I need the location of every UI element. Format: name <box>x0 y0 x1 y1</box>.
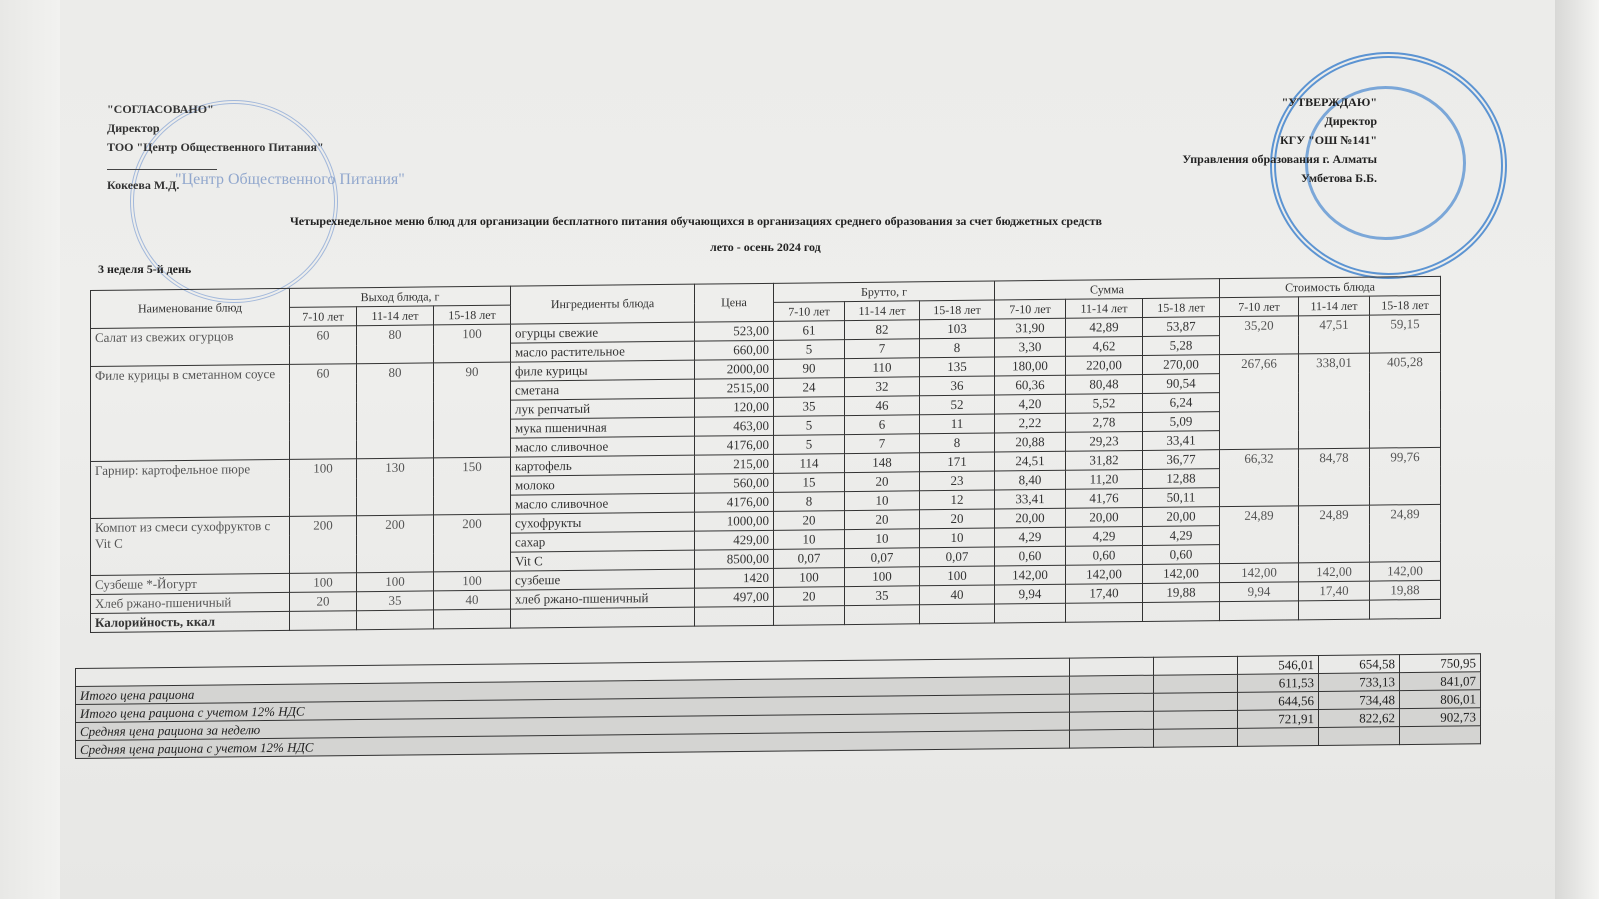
brutto-cell: 5 <box>774 435 845 455</box>
sum-cell: 31,82 <box>1066 450 1143 470</box>
brutto-cell: 20 <box>774 587 845 607</box>
sum-cell: 53,87 <box>1143 317 1220 337</box>
totals-value: 644,56 <box>1238 691 1319 710</box>
header-age: 7-10 лет <box>995 299 1066 319</box>
sum-cell: 24,51 <box>995 451 1066 471</box>
yield-cell: 20 <box>290 592 357 612</box>
yield-cell: 200 <box>290 516 357 574</box>
brutto-cell: 5 <box>774 340 845 360</box>
brutto-cell: 8 <box>920 338 995 358</box>
price-cell: 660,00 <box>695 340 774 360</box>
ingredient-name: филе курицы <box>511 360 695 381</box>
sum-cell: 270,00 <box>1143 355 1220 375</box>
page-edge <box>1555 0 1599 899</box>
dish-name: Хлеб ржано-пшеничный <box>91 592 290 613</box>
empty-cell <box>1154 656 1238 675</box>
dish-name: Компот из смеси сухофруктов с Vit C <box>91 516 290 575</box>
ingredient-name: масло сливочное <box>511 493 695 514</box>
cost-cell: 9,94 <box>1220 582 1299 602</box>
ingredient-name: сузбеше <box>511 569 695 590</box>
header-age: 11-14 лет <box>1299 296 1370 316</box>
ingredient-name: лук репчатый <box>511 398 695 419</box>
empty-cell <box>1143 602 1220 622</box>
header-age: 7-10 лет <box>290 307 357 327</box>
brutto-cell: 0,07 <box>774 549 845 569</box>
cost-cell: 17,40 <box>1299 581 1370 601</box>
totals-value: 806,01 <box>1400 690 1481 709</box>
sum-cell: 33,41 <box>1143 431 1220 451</box>
sum-cell: 220,00 <box>1066 355 1143 375</box>
brutto-cell: 0,07 <box>845 548 920 568</box>
brutto-cell: 23 <box>920 471 995 491</box>
yield-cell: 80 <box>357 325 434 364</box>
sum-cell: 41,76 <box>1066 488 1143 508</box>
totals-label: Итого цена рациона с учетом 12% НДС <box>76 694 1070 722</box>
header-age: 15-18 лет <box>1370 295 1441 315</box>
price-cell: 497,00 <box>695 587 774 607</box>
sum-cell: 180,00 <box>995 356 1066 376</box>
menu-table <box>90 276 1441 633</box>
sum-cell: 20,00 <box>1143 507 1220 527</box>
yield-cell: 60 <box>290 326 357 365</box>
header-age: 7-10 лет <box>774 302 845 322</box>
sum-cell: 0,60 <box>1143 545 1220 565</box>
sum-cell: 4,29 <box>995 527 1066 547</box>
cost-cell: 35,20 <box>1220 316 1299 355</box>
brutto-cell: 12 <box>920 490 995 510</box>
approve-org: КГУ "ОШ №141" <box>1279 133 1377 147</box>
header-ingredients: Ингредиенты блюда <box>511 284 695 324</box>
empty-cell <box>1370 599 1441 619</box>
brutto-cell: 103 <box>920 319 995 339</box>
cost-cell: 142,00 <box>1370 561 1441 581</box>
totals-value <box>1238 727 1319 746</box>
dish-name: Салат из свежих огурцов <box>91 326 290 366</box>
empty-cell <box>1070 693 1154 712</box>
approve-position: Директор <box>1324 114 1377 128</box>
brutto-cell: 82 <box>845 320 920 340</box>
totals-body <box>76 654 1481 759</box>
totals-value: 841,07 <box>1400 672 1481 691</box>
empty-cell <box>1154 710 1238 729</box>
approved-name: Кокеева М.Д. <box>107 178 180 192</box>
empty-cell <box>1070 729 1154 748</box>
brutto-cell: 148 <box>845 453 920 473</box>
header-age: 15-18 лет <box>1143 298 1220 318</box>
sum-cell: 42,89 <box>1066 317 1143 337</box>
brutto-cell: 100 <box>920 566 995 586</box>
ingredient-name: сметана <box>511 379 695 400</box>
totals-value: 734,48 <box>1319 691 1400 710</box>
totals-value: 721,91 <box>1238 709 1319 728</box>
header-price: Цена <box>695 283 774 322</box>
brutto-cell: 20 <box>845 510 920 530</box>
ingredient-name: масло сливочное <box>511 436 695 457</box>
cost-cell: 84,78 <box>1299 448 1370 506</box>
brutto-cell: 7 <box>845 339 920 359</box>
brutto-cell: 20 <box>845 472 920 492</box>
sum-cell: 17,40 <box>1066 583 1143 603</box>
brutto-cell: 8 <box>920 433 995 453</box>
yield-cell: 150 <box>434 457 511 515</box>
yield-cell: 100 <box>434 324 511 363</box>
cost-cell: 24,89 <box>1370 504 1441 562</box>
sum-cell: 9,94 <box>995 584 1066 604</box>
header-age: 11-14 лет <box>845 301 920 321</box>
sum-cell: 6,24 <box>1143 393 1220 413</box>
yield-cell: 130 <box>357 458 434 516</box>
brutto-cell: 15 <box>774 473 845 493</box>
ingredient-name: картофель <box>511 455 695 476</box>
cost-cell: 405,28 <box>1370 352 1441 448</box>
sum-cell: 33,41 <box>995 489 1066 509</box>
header-age: 11-14 лет <box>357 306 434 326</box>
brutto-cell: 171 <box>920 452 995 472</box>
brutto-cell: 61 <box>774 321 845 341</box>
brutto-cell: 36 <box>920 376 995 396</box>
empty-cell <box>511 607 695 628</box>
sum-cell: 19,88 <box>1143 583 1220 603</box>
empty-cell <box>357 610 434 630</box>
ingredient-name: хлеб ржано-пшеничный <box>511 588 695 609</box>
ingredient-name: масло растительное <box>511 341 695 362</box>
dish-name: Сузбеше *-Йогурт <box>91 573 290 594</box>
sum-cell: 142,00 <box>1066 564 1143 584</box>
week-day-label: 3 неделя 5-й день <box>98 262 192 276</box>
sum-cell: 2,78 <box>1066 412 1143 432</box>
header-dish: Наименование блюд <box>91 288 290 328</box>
header-brutto: Брутто, г <box>774 281 995 302</box>
sum-cell: 60,36 <box>995 375 1066 395</box>
price-cell: 560,00 <box>695 473 774 493</box>
sum-cell: 3,30 <box>995 337 1066 357</box>
empty-cell <box>774 606 845 626</box>
cost-cell: 24,89 <box>1299 505 1370 563</box>
ingredient-name: сахар <box>511 531 695 552</box>
header-age: 11-14 лет <box>1066 298 1143 318</box>
cost-cell: 66,32 <box>1220 449 1299 507</box>
cost-cell: 267,66 <box>1220 354 1299 450</box>
totals-value <box>1400 726 1481 745</box>
sum-cell: 5,09 <box>1143 412 1220 432</box>
brutto-cell: 6 <box>845 415 920 435</box>
approve-name: Умбетова Б.Б. <box>1301 171 1377 185</box>
sum-cell: 50,11 <box>1143 488 1220 508</box>
brutto-cell: 11 <box>920 414 995 434</box>
dish-name: Филе курицы в сметанном соусе <box>91 364 290 461</box>
totals-label: Средняя цена рациона за неделю <box>76 712 1070 740</box>
price-cell: 120,00 <box>695 397 774 417</box>
price-cell: 2000,00 <box>695 359 774 379</box>
price-cell: 523,00 <box>695 321 774 341</box>
sum-cell: 90,54 <box>1143 374 1220 394</box>
totals-table <box>75 653 1481 759</box>
empty-cell <box>1070 657 1154 676</box>
yield-cell: 90 <box>434 362 511 458</box>
header-yield: Выход блюда, г <box>290 286 511 307</box>
empty-cell <box>1220 601 1299 621</box>
sum-cell: 20,00 <box>995 508 1066 528</box>
totals-value: 733,13 <box>1319 673 1400 692</box>
empty-cell <box>845 605 920 625</box>
sum-cell: 12,88 <box>1143 469 1220 489</box>
brutto-cell: 114 <box>774 454 845 474</box>
brutto-cell: 20 <box>920 509 995 529</box>
empty-cell <box>1154 728 1238 747</box>
price-cell: 4176,00 <box>695 492 774 512</box>
sum-cell: 20,00 <box>1066 507 1143 527</box>
sum-cell: 80,48 <box>1066 374 1143 394</box>
price-cell: 1000,00 <box>695 511 774 531</box>
empty-cell <box>920 604 995 624</box>
ingredient-name: сухофрукты <box>511 512 695 533</box>
approve-heading: "УТВЕРЖДАЮ" <box>1281 95 1377 109</box>
sum-cell: 11,20 <box>1066 469 1143 489</box>
brutto-cell: 5 <box>774 416 845 436</box>
background-left <box>0 0 60 899</box>
yield-cell: 40 <box>434 590 511 610</box>
sum-cell: 4,20 <box>995 394 1066 414</box>
brutto-cell: 40 <box>920 585 995 605</box>
totals-value: 902,73 <box>1400 708 1481 727</box>
approve-dept: Управления образования г. Алматы <box>1182 152 1377 166</box>
empty-cell <box>995 603 1066 623</box>
yield-cell: 200 <box>357 515 434 573</box>
approved-position: Директор <box>107 121 160 135</box>
cost-cell: 338,01 <box>1299 353 1370 449</box>
totals-value <box>1319 727 1400 746</box>
cost-cell: 19,88 <box>1370 580 1441 600</box>
brutto-cell: 10 <box>774 530 845 550</box>
document-title: Четырехнедельное меню блюд для организации бесплатного питания обучающихся в организациях среднего образования за счет бюджетных средств <box>290 214 1103 228</box>
brutto-cell: 100 <box>774 568 845 588</box>
brutto-cell: 35 <box>774 397 845 417</box>
sum-cell: 4,29 <box>1066 526 1143 546</box>
yield-cell: 100 <box>290 573 357 593</box>
sum-cell: 142,00 <box>995 565 1066 585</box>
empty-cell <box>290 611 357 631</box>
brutto-cell: 100 <box>845 567 920 587</box>
approved-heading: "СОГЛАСОВАНО" <box>107 102 214 116</box>
totals-value: 611,53 <box>1238 673 1319 692</box>
brutto-cell: 10 <box>845 491 920 511</box>
yield-cell: 80 <box>357 363 434 459</box>
sum-cell: 29,23 <box>1066 431 1143 451</box>
totals-value: 750,95 <box>1400 654 1481 673</box>
empty-cell <box>1070 711 1154 730</box>
brutto-cell: 110 <box>845 358 920 378</box>
header-age: 7-10 лет <box>1220 297 1299 317</box>
totals-label: Средняя цена рациона с учетом 12% НДС <box>76 730 1070 758</box>
price-cell: 463,00 <box>695 416 774 436</box>
brutto-cell: 20 <box>774 511 845 531</box>
empty-cell <box>1299 600 1370 620</box>
yield-cell: 200 <box>434 514 511 572</box>
price-cell: 4176,00 <box>695 435 774 455</box>
brutto-cell: 135 <box>920 357 995 377</box>
totals-value: 822,62 <box>1319 709 1400 728</box>
price-cell: 8500,00 <box>695 549 774 569</box>
ingredient-name: огурцы свежие <box>511 322 695 343</box>
brutto-cell: 35 <box>845 586 920 606</box>
ingredient-name: Vit C <box>511 550 695 571</box>
dish-name: Гарнир: картофельное пюре <box>91 459 290 518</box>
brutto-cell: 8 <box>774 492 845 512</box>
brutto-cell: 24 <box>774 378 845 398</box>
brutto-cell: 0,07 <box>920 547 995 567</box>
sum-cell: 5,52 <box>1066 393 1143 413</box>
sum-cell: 4,29 <box>1143 526 1220 546</box>
yield-cell: 35 <box>357 591 434 611</box>
document-subtitle: лето - осень 2024 год <box>710 240 821 254</box>
cost-cell: 24,89 <box>1220 506 1299 564</box>
approve-block <box>1182 93 1377 188</box>
sum-cell: 36,77 <box>1143 450 1220 470</box>
totals-value: 546,01 <box>1238 655 1319 674</box>
header-sum: Сумма <box>995 279 1220 300</box>
empty-cell <box>695 606 774 626</box>
brutto-cell: 52 <box>920 395 995 415</box>
header-age: 15-18 лет <box>434 305 511 325</box>
empty-cell <box>1066 602 1143 622</box>
brutto-cell: 10 <box>920 528 995 548</box>
sum-cell: 4,62 <box>1066 336 1143 356</box>
sum-cell: 20,88 <box>995 432 1066 452</box>
menu-body <box>91 314 1441 632</box>
empty-cell <box>1154 674 1238 693</box>
brutto-cell: 7 <box>845 434 920 454</box>
price-cell: 429,00 <box>695 530 774 550</box>
yield-cell: 60 <box>290 364 357 460</box>
sum-cell: 8,40 <box>995 470 1066 490</box>
cost-cell: 99,76 <box>1370 447 1441 505</box>
sum-cell: 0,60 <box>995 546 1066 566</box>
cost-cell: 47,51 <box>1299 315 1370 354</box>
sum-cell: 5,28 <box>1143 336 1220 356</box>
approved-block <box>107 100 324 195</box>
sum-cell: 142,00 <box>1143 564 1220 584</box>
brutto-cell: 90 <box>774 359 845 379</box>
empty-cell <box>434 609 511 629</box>
empty-cell <box>1154 692 1238 711</box>
totals-label: Итого цена рациона <box>76 676 1070 704</box>
sum-cell: 0,60 <box>1066 545 1143 565</box>
calories-label: Калорийность, ккал <box>91 611 290 632</box>
header-cost: Стоимость блюда <box>1220 276 1441 297</box>
brutto-cell: 46 <box>845 396 920 416</box>
approved-org: ТОО "Центр Общественного Питания" <box>107 140 324 154</box>
price-cell: 215,00 <box>695 454 774 474</box>
sum-cell: 2,22 <box>995 413 1066 433</box>
yield-cell: 100 <box>290 459 357 517</box>
totals-value: 654,58 <box>1319 655 1400 674</box>
cost-cell: 59,15 <box>1370 314 1441 353</box>
cost-cell: 142,00 <box>1299 562 1370 582</box>
cost-cell: 142,00 <box>1220 563 1299 583</box>
yield-cell: 100 <box>434 571 511 591</box>
ingredient-name: молоко <box>511 474 695 495</box>
stamp-left-text: "Центр Общественного Питания" <box>175 171 405 188</box>
price-cell: 2515,00 <box>695 378 774 398</box>
brutto-cell: 10 <box>845 529 920 549</box>
sum-cell: 31,90 <box>995 318 1066 338</box>
empty-cell <box>1070 675 1154 694</box>
brutto-cell: 32 <box>845 377 920 397</box>
header-age: 15-18 лет <box>920 300 995 320</box>
price-cell: 1420 <box>695 568 774 588</box>
signature-line <box>107 159 217 170</box>
ingredient-name: мука пшеничная <box>511 417 695 438</box>
yield-cell: 100 <box>357 572 434 592</box>
